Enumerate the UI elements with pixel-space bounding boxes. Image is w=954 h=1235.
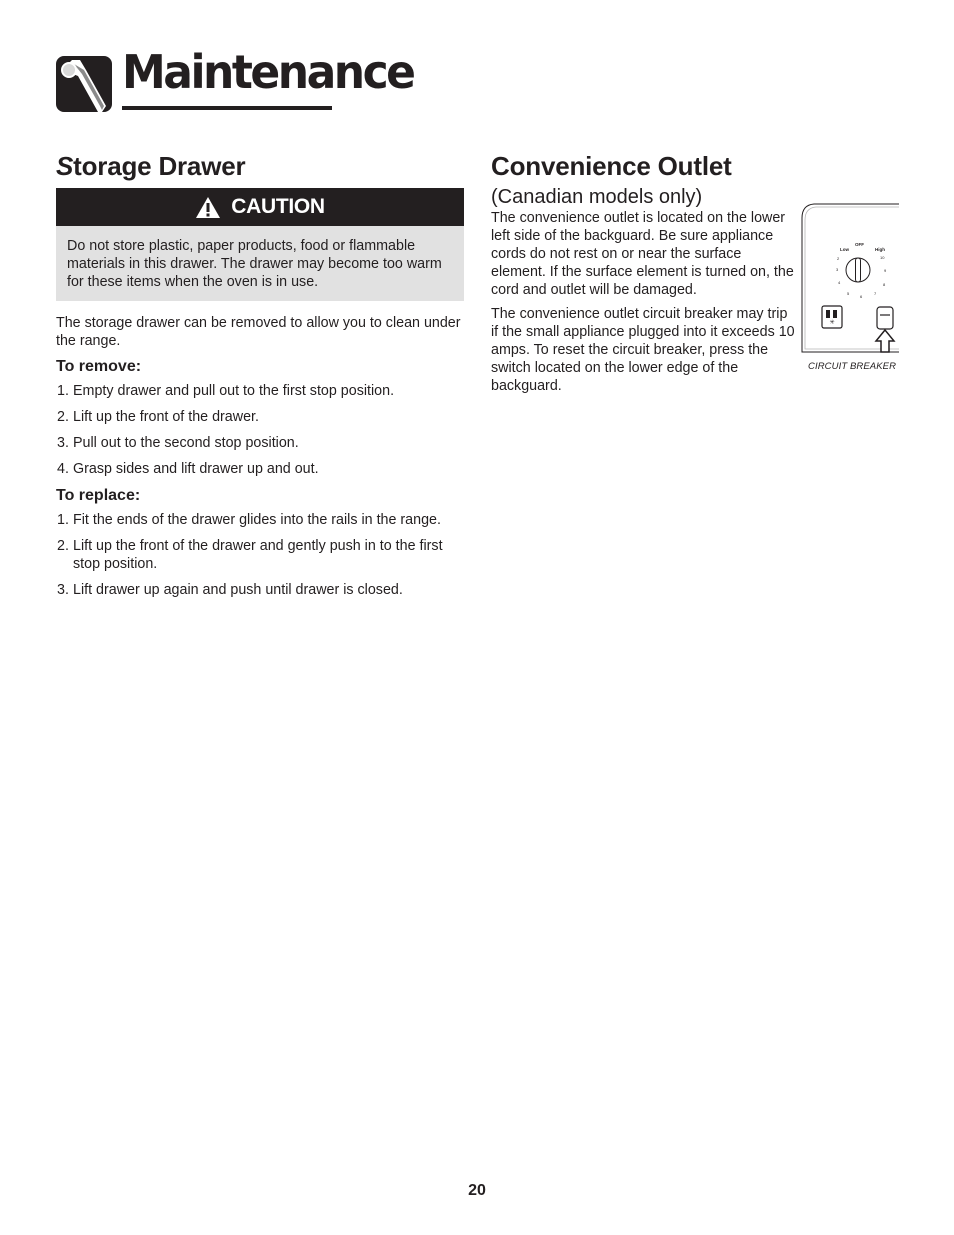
knob-number: 4 <box>838 280 841 285</box>
knob-number: 6 <box>860 294 863 299</box>
list-item: 1. Empty drawer and pull out to the first stop position. <box>57 383 395 399</box>
remove-steps <box>56 382 464 478</box>
replace-steps <box>56 511 464 599</box>
knob-number: 8 <box>883 282 886 287</box>
knob-label-high: High <box>875 247 885 252</box>
warning-triangle-icon <box>195 196 221 219</box>
title-rest: torage Drawer <box>73 151 246 181</box>
outlet-paragraph-2: The convenience outlet circuit breaker may trip if the small appliance plugged into it exceeds 10 amps. To reset the circuit breaker, press the switch located on the lower edge of the backguard. <box>491 306 795 394</box>
knob-number: 2 <box>837 256 840 261</box>
to-replace-heading: To replace: <box>56 487 141 504</box>
list-item: 2. Lift up the front of the drawer. <box>57 409 259 425</box>
knob-label-low: Low <box>840 247 849 252</box>
caution-banner <box>56 188 464 226</box>
outlet-icon <box>822 306 842 328</box>
knob-number: 9 <box>884 268 887 273</box>
knob-label-off: OFF <box>855 242 864 247</box>
svg-text:✳: ✳ <box>829 319 835 326</box>
figure-caption: CIRCUIT BREAKER <box>808 361 897 372</box>
storage-drawer-title <box>56 150 464 182</box>
wrench-icon <box>56 56 112 114</box>
title-underline <box>122 106 332 110</box>
storage-drawer-section <box>56 150 464 607</box>
outlet-paragraph-1: The convenience outlet is located on the lower left side of the backguard. Be sure appliance cords do not rest on or near the surface element. If the surface element is turned on, the cord and outlet will be damaged. <box>491 210 794 298</box>
caution-label: CAUTION <box>231 195 325 218</box>
knob-number: 7 <box>874 291 877 296</box>
list-item: 3. Pull out to the second stop position. <box>57 435 299 451</box>
knob-number: 3 <box>836 267 839 272</box>
page-number: 20 <box>468 1182 486 1199</box>
list-item: 4. Grasp sides and lift drawer up and out. <box>57 461 319 477</box>
list-item: 3. Lift drawer up again and push until drawer is closed. <box>57 582 403 598</box>
page-header <box>56 46 414 112</box>
knob-number: 5 <box>847 291 850 296</box>
knob-number: 10 <box>880 255 885 260</box>
convenience-outlet-text <box>491 209 797 395</box>
knob-icon <box>836 242 887 299</box>
to-remove-heading: To remove: <box>56 358 142 375</box>
storage-drawer-intro: The storage drawer can be removed to allow you to clean under the range. <box>56 315 461 349</box>
convenience-outlet-title: Convenience Outlet <box>491 151 732 181</box>
caution-text: Do not store plastic, paper products, food or flammable materials in this drawer. The drawer may become too warm for these items when the oven is in use. <box>56 226 464 301</box>
list-item: 2. Lift up the front of the drawer and gently push in to the first stop position. <box>57 538 443 572</box>
list-item: 1. Fit the ends of the drawer glides into the rails in the range. <box>57 512 441 528</box>
page-title: Maintenance <box>122 46 414 100</box>
title-initial: S <box>56 151 74 181</box>
convenience-outlet-subtitle: (Canadian models only) <box>491 186 703 208</box>
circuit-breaker-illustration <box>800 202 900 372</box>
breaker-switch-icon <box>877 307 893 329</box>
